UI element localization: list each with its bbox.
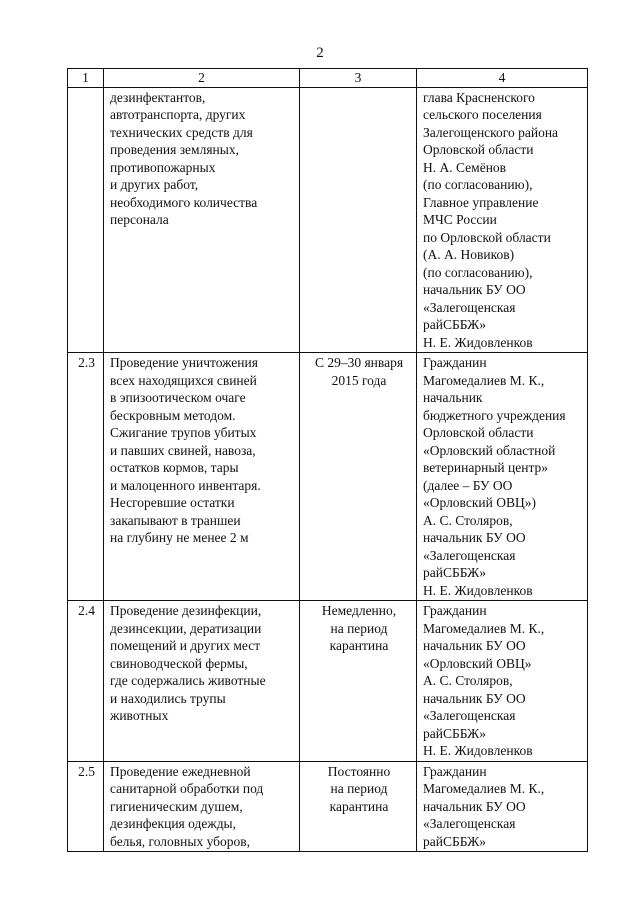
responsible-line: МЧС России — [423, 212, 497, 227]
deadline-line: С 29–30 января — [314, 355, 404, 370]
row-number-cell — [68, 87, 104, 353]
responsible-line: А. С. Столяров, — [423, 673, 513, 688]
action-cell — [104, 353, 300, 601]
responsible-line: Магомедалиев М. К., — [423, 620, 545, 636]
responsible-line: ветеринарный центр» — [423, 460, 549, 475]
action-line: и находились трупы — [110, 690, 226, 706]
responsible-line: начальник БУ ОО — [423, 690, 526, 706]
action-line: помещений и других мест — [110, 638, 261, 653]
action-line: животных — [110, 708, 169, 723]
responsible-line: (А. А. Новиков) — [423, 247, 515, 262]
responsible-line: райСББЖ» — [423, 725, 486, 741]
column-header-action: 2 — [104, 69, 300, 88]
action-line: Проведение уничтожения — [110, 355, 258, 370]
responsible-line: Орловской области — [423, 425, 534, 440]
responsible-line: Главное управление — [423, 194, 539, 210]
responsible-line: (по согласованию), — [423, 177, 533, 192]
deadline-line: Постоянно — [327, 763, 391, 779]
action-line: в эпизоотическом очаге — [110, 390, 246, 405]
action-cell — [104, 761, 300, 852]
action-line: необходимого количества — [110, 194, 258, 210]
action-line: Несгоревшие остатки — [110, 495, 235, 510]
action-line: на глубину не менее 2 м — [110, 530, 249, 545]
action-line: бескровным методом. — [110, 407, 236, 423]
responsible-line: райСББЖ» — [423, 317, 486, 332]
action-line: Проведение ежедневной — [110, 763, 251, 779]
table-row — [68, 601, 588, 762]
deadline-line: Немедленно, — [321, 603, 397, 618]
responsible-line: Залегощенского района — [423, 124, 559, 140]
responsible-line: Н. Е. Жидовленков — [423, 582, 533, 598]
action-line: проведения земляных, — [110, 142, 239, 157]
action-line: Проведение дезинфекции, — [110, 603, 262, 618]
action-line: остатков кормов, тары — [110, 460, 239, 475]
responsible-line: Орловской области — [423, 142, 534, 157]
action-line: Сжигание трупов убитых — [110, 425, 257, 440]
column-header-responsible: 4 — [417, 69, 588, 88]
responsible-line: «Орловский ОВЦ» — [423, 655, 532, 671]
action-line: всех находящихся свиней — [110, 372, 257, 388]
action-line: свиноводческой фермы, — [110, 655, 248, 671]
responsible-cell — [417, 353, 588, 601]
table-row — [68, 353, 588, 601]
responsible-line: «Залегощенская — [423, 708, 516, 723]
responsible-line: глава Красненского — [423, 89, 535, 105]
action-line: и других работ, — [110, 177, 199, 192]
responsible-line: Н. Е. Жидовленков — [423, 334, 533, 350]
measures-table — [67, 68, 588, 852]
deadline-cell — [300, 761, 417, 852]
deadline-line: 2015 года — [331, 372, 387, 388]
responsible-line: «Орловский областной — [423, 442, 556, 458]
action-line: гигиеническим душем, — [110, 798, 243, 814]
column-header-deadline: 3 — [300, 69, 417, 88]
row-number-cell: 2.4 — [68, 601, 104, 762]
responsible-line: «Орловский ОВЦ») — [423, 495, 536, 510]
action-cell — [104, 87, 300, 353]
responsible-cell — [417, 761, 588, 852]
action-line: персонала — [110, 212, 169, 227]
responsible-line: (по согласованию), — [423, 264, 533, 280]
responsible-line: бюджетного учреждения — [423, 407, 566, 423]
responsible-line: (далее – БУ ОО — [423, 477, 513, 493]
responsible-line: начальник БУ ОО — [423, 282, 526, 297]
responsible-line: Магомедалиев М. К., — [423, 781, 545, 796]
row-number-cell: 2.5 — [68, 761, 104, 852]
action-line: технических средств для — [110, 124, 253, 140]
responsible-line: сельского поселения — [423, 107, 542, 122]
deadline-cell — [300, 87, 417, 353]
responsible-line: райСББЖ» — [423, 565, 486, 580]
action-line: автотранспорта, других — [110, 107, 246, 122]
responsible-line: начальник БУ ОО — [423, 638, 526, 653]
responsible-line: А. С. Столяров, — [423, 512, 513, 528]
deadline-line: на период — [330, 620, 388, 636]
responsible-line: начальник БУ ОО — [423, 530, 526, 545]
table-row — [68, 761, 588, 852]
action-line: дезинфектантов, — [110, 89, 206, 105]
responsible-cell — [417, 601, 588, 762]
action-cell — [104, 601, 300, 762]
responsible-line: Гражданин — [423, 355, 487, 370]
action-line: и павших свиней, навоза, — [110, 442, 256, 458]
responsible-cell — [417, 87, 588, 353]
responsible-line: Гражданин — [423, 603, 487, 618]
action-line: закапывают в траншеи — [110, 512, 241, 528]
responsible-line: «Залегощенская — [423, 816, 516, 831]
action-line: и малоценного инвентаря. — [110, 477, 261, 493]
table-header-row — [68, 69, 588, 88]
responsible-line: «Залегощенская — [423, 299, 516, 315]
responsible-line: начальник БУ ОО — [423, 798, 526, 814]
deadline-cell — [300, 353, 417, 601]
action-line: белья, головных уборов, — [110, 833, 251, 849]
responsible-line: по Орловской области — [423, 229, 551, 245]
responsible-line: Гражданин — [423, 763, 487, 779]
responsible-line: райСББЖ» — [423, 833, 486, 849]
deadline-cell — [300, 601, 417, 762]
action-line: противопожарных — [110, 159, 216, 175]
table-body — [68, 87, 588, 852]
deadline-line: на период — [330, 781, 388, 796]
responsible-line: «Залегощенская — [423, 547, 516, 563]
responsible-line: Н. А. Семёнов — [423, 159, 507, 175]
column-header-number: 1 — [68, 69, 104, 88]
action-line: где содержались животные — [110, 673, 266, 688]
deadline-line: карантина — [329, 638, 389, 653]
row-number-cell: 2.3 — [68, 353, 104, 601]
action-line: дезинсекции, дератизации — [110, 620, 262, 636]
deadline-line: карантина — [329, 798, 389, 814]
action-line: дезинфекция одежды, — [110, 816, 237, 831]
page-number: 2 — [316, 45, 324, 61]
responsible-line: начальник — [423, 390, 483, 405]
table-row — [68, 87, 588, 353]
responsible-line: Н. Е. Жидовленков — [423, 743, 533, 758]
responsible-line: Магомедалиев М. К., — [423, 372, 545, 388]
action-line: санитарной обработки под — [110, 781, 264, 796]
